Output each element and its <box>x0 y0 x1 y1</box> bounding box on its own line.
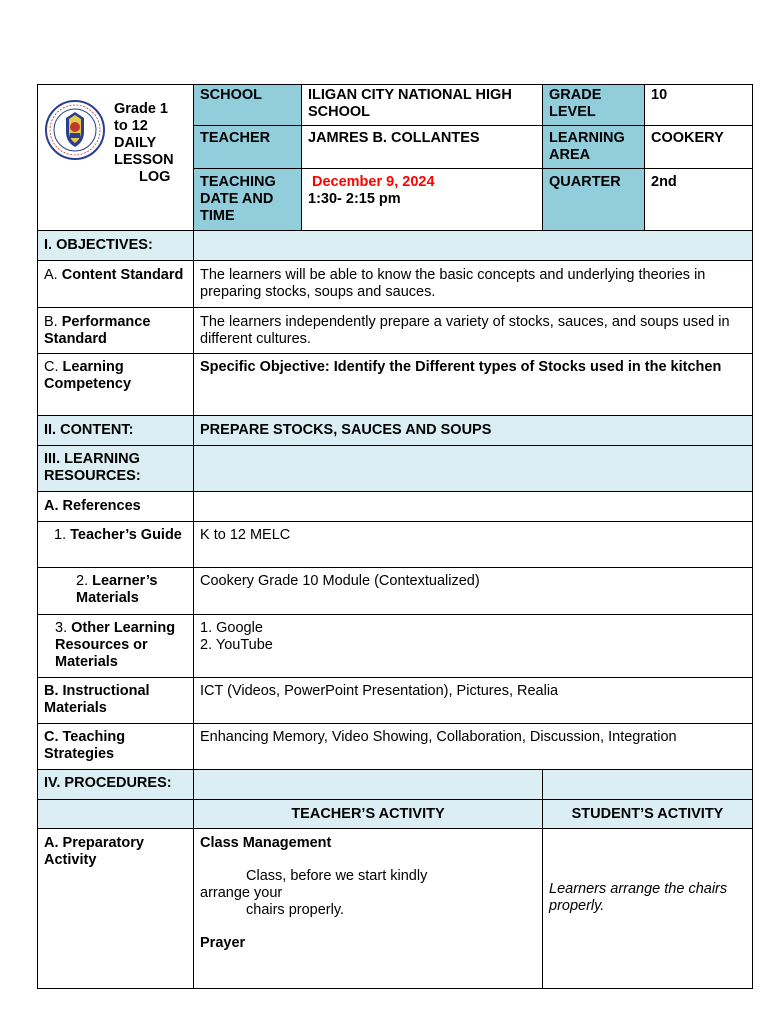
other-resources-label <box>38 615 194 678</box>
other-resources-num: 3. <box>55 620 68 636</box>
class-management-line: Class, before we start kindly <box>246 868 428 884</box>
teaching-strategies-label: C. Teaching Strategies <box>38 724 194 770</box>
daily-lesson-log-table <box>37 84 753 989</box>
grade-value: 10 <box>645 85 753 126</box>
learning-resources-fill <box>194 446 753 492</box>
class-management-heading: Class Management <box>200 835 332 851</box>
prayer-heading: Prayer <box>200 935 246 951</box>
dll-title <box>114 101 194 186</box>
student-activity-cell <box>543 829 753 989</box>
teacher-label: TEACHER <box>194 126 302 169</box>
student-activity-header: STUDENT’S ACTIVITY <box>543 800 753 829</box>
school-label: SCHOOL <box>194 85 302 126</box>
dll-title-line: Grade 1 <box>114 101 168 117</box>
preparatory-activity-label: A. Preparatory Activity <box>38 829 194 989</box>
learning-competency-prefix: C. <box>44 359 59 375</box>
other-resource-item: 2. YouTube <box>200 637 273 653</box>
quarter-label: QUARTER <box>543 169 645 231</box>
teacher-value: JAMRES B. COLLANTES <box>302 126 543 169</box>
procedures-title: IV. PROCEDURES: <box>38 770 194 800</box>
learning-competency-label <box>38 354 194 416</box>
class-management-line: chairs properly. <box>246 902 345 918</box>
deped-seal-icon <box>44 99 106 161</box>
teaching-strategies-text: Enhancing Memory, Video Showing, Collaboration, Discussion, Integration <box>194 724 753 770</box>
learners-materials-label <box>38 568 194 615</box>
learning-competency-label-text: Learning Competency <box>44 359 132 392</box>
learning-competency-text: Specific Objective: Identify the Different types of Stocks used in the kitchen <box>194 354 753 416</box>
content-title: II. CONTENT: <box>38 416 194 446</box>
learners-materials-num: 2. <box>76 573 89 589</box>
grade-label: GRADE LEVEL <box>543 85 645 126</box>
other-resources-label-text: Other Learning Resources or Materials <box>55 620 176 670</box>
time-value: 1:30- 2:15 pm <box>308 191 401 207</box>
teacher-activity-header: TEACHER’S ACTIVITY <box>194 800 543 829</box>
content-standard-label-text: Content Standard <box>61 267 184 283</box>
learners-materials-text: Cookery Grade 10 Module (Contextualized) <box>194 568 753 615</box>
content-standard-prefix: A. <box>44 267 58 283</box>
instructional-materials-label: B. Instructional Materials <box>38 678 194 724</box>
quarter-value: 2nd <box>645 169 753 231</box>
dll-title-line: to 12 <box>114 118 148 134</box>
date-value: December 9, 2024 <box>312 174 435 190</box>
school-value: ILIGAN CITY NATIONAL HIGH SCHOOL <box>302 85 543 126</box>
procedures-student-fill <box>543 770 753 800</box>
objectives-title-fill <box>194 231 753 261</box>
dll-title-line: LOG <box>139 169 171 185</box>
dll-title-line: DAILY <box>114 135 157 151</box>
learning-resources-title: III. LEARNING RESOURCES: <box>38 446 194 492</box>
teachers-guide-num: 1. <box>54 527 67 543</box>
performance-standard-prefix: B. <box>44 314 58 330</box>
date-time-cell <box>302 169 543 231</box>
teachers-guide-label-text: Teacher’s Guide <box>70 527 182 543</box>
performance-standard-label <box>38 308 194 354</box>
class-management-text <box>200 868 536 919</box>
procedures-teacher-fill <box>194 770 543 800</box>
class-management-line: arrange your <box>200 885 283 901</box>
area-label: LEARNING AREA <box>543 126 645 169</box>
performance-standard-text: The learners independently prepare a variety of stocks, sauces, and soups used in different cultures. <box>194 308 753 354</box>
content-text: PREPARE STOCKS, SAUCES AND SOUPS <box>194 416 753 446</box>
other-resource-item: 1. Google <box>200 620 263 636</box>
teacher-activity-cell <box>194 829 543 989</box>
dll-title-line: LESSON <box>114 152 174 168</box>
objectives-title: I. OBJECTIVES: <box>38 231 194 261</box>
teachers-guide-label <box>38 522 194 568</box>
header-logo-cell <box>38 85 194 231</box>
references-fill <box>194 492 753 522</box>
other-resources-list <box>194 615 753 678</box>
area-value: COOKERY <box>645 126 753 169</box>
learners-materials-label-text: Learner’s Materials <box>76 573 158 606</box>
content-standard-label <box>38 261 194 308</box>
student-activity-text: Learners arrange the chairs properly. <box>549 881 728 914</box>
procedures-header-blank <box>38 800 194 829</box>
date-label: TEACHING DATE AND TIME <box>194 169 302 231</box>
teachers-guide-text: K to 12 MELC <box>194 522 753 568</box>
references-label: A. References <box>38 492 194 522</box>
performance-standard-label-text: Performance Standard <box>44 314 151 347</box>
instructional-materials-text: ICT (Videos, PowerPoint Presentation), Pictures, Realia <box>194 678 753 724</box>
content-standard-text: The learners will be able to know the basic concepts and underlying theories in preparing stocks, soups and sauces. <box>194 261 753 308</box>
